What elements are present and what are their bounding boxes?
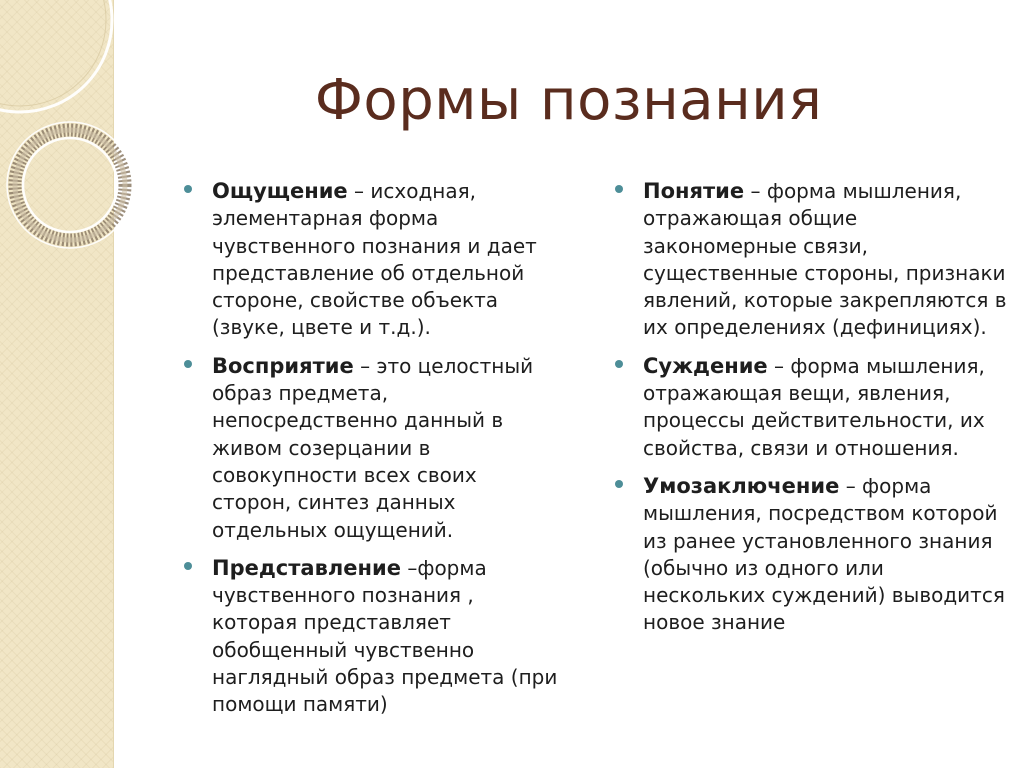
term-label: Понятие [643, 179, 745, 203]
bullet-dot-icon [184, 185, 192, 193]
bullet-dot-icon [615, 480, 623, 488]
term-definition: – форма мышления, отражающая общие закономерные связи, существенные стороны, признаки явлений, которые закрепляются в их определениях (дефинициях). [643, 179, 1007, 340]
list-item [182, 178, 562, 342]
term-definition: – форма мышления, посредством которой из ранее установленного знания (обычно из одного или нескольких суждений) выводится новое знание [643, 473, 1005, 635]
term-label: Ощущение [212, 179, 348, 203]
bullet-dot-icon [184, 360, 192, 368]
bullet-dot-icon [615, 185, 623, 193]
term-label: Представление [212, 555, 401, 580]
bullet-dot-icon [615, 360, 623, 368]
list-item [182, 555, 562, 719]
term-label: Умозаключение [643, 473, 840, 498]
list-item [182, 353, 562, 544]
list-item [613, 473, 1008, 637]
term-definition: –форма чувственного познания , которая представляет обобщенный чувственно наглядный образ предмета (при помощи памяти) [212, 555, 558, 717]
right-column [613, 178, 1008, 648]
term-definition: – форма мышления, отражающая вещи, явления, процессы действительности, их свойства, связи и отношения. [643, 353, 985, 460]
list-item [613, 178, 1008, 342]
slide-title: Формы познания [314, 68, 823, 133]
bullet-dot-icon [184, 562, 192, 570]
term-definition: – исходная, элементарная форма чувственного познания и дает представление об отдельной стороне, свойстве объекта (звуке, цвете и т.д.). [212, 179, 537, 340]
term-label: Суждение [643, 353, 768, 378]
left-column [182, 178, 562, 730]
term-definition: – это целостный образ предмета, непосредственно данный в живом созерцании в совокупности всех своих сторон, синтез данных отдельных ощущений. [212, 353, 534, 542]
term-label: Восприятие [212, 353, 354, 378]
list-item [613, 353, 1008, 462]
